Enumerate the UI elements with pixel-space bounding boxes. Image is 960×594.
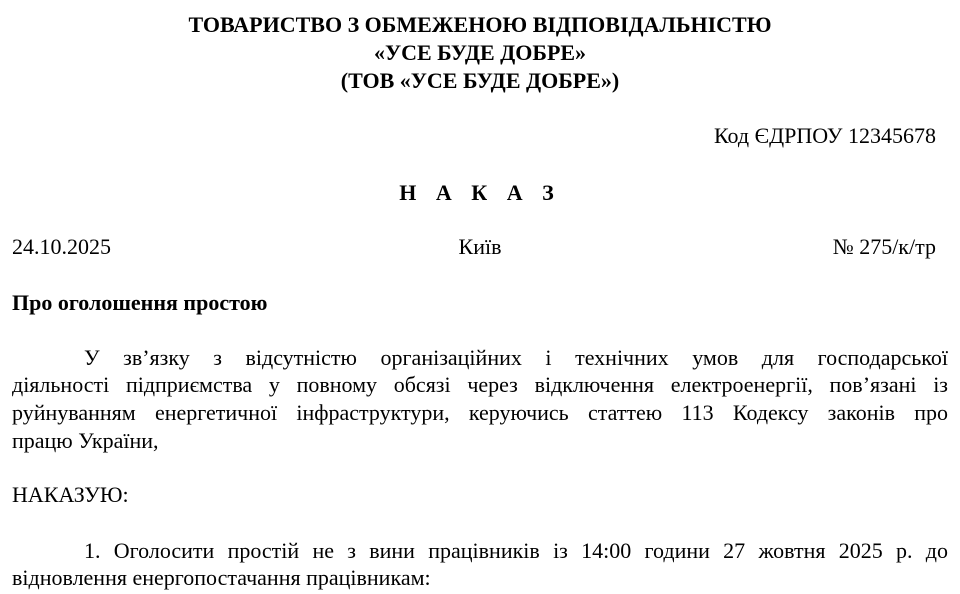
company-short-name: (ТОВ «УСЕ БУДЕ ДОБРЕ») (340, 68, 620, 93)
edrpou-code: Код ЄДРПОУ 12345678 (713, 123, 936, 148)
preamble-line: руйнуванням енергетичної інфраструктури, керуючись статтею 113 Кодексу законів про (12, 400, 948, 425)
order-word: НАКАЗУЮ: (12, 482, 129, 507)
order-item-1-line: 1. Оголосити простій не з вини працівників із 14:00 години 27 жовтня 2025 р. до (84, 538, 948, 563)
preamble-line: працю України, (12, 428, 159, 453)
order-item-1-line: відновлення енергопостачання працівникам: (12, 565, 431, 590)
document-title: Н А К А З (399, 180, 561, 205)
document-number: № 275/к/тр (832, 234, 936, 259)
document-subject: Про оголошення простою (12, 290, 268, 315)
company-name-line1: ТОВАРИСТВО З ОБМЕЖЕНОЮ ВІДПОВІДАЛЬНІСТЮ (188, 12, 772, 37)
document-date: 24.10.2025 (12, 234, 111, 259)
company-name-line2: «УСЕ БУДЕ ДОБРЕ» (373, 40, 587, 65)
document-city: Київ (458, 234, 502, 259)
preamble-line: діяльності підприємства у повному обсязі через відключення електроенергії, пов’язані із (12, 372, 948, 397)
preamble-line: У зв’язку з відсутністю організаційних і технічних умов для господарської (84, 345, 948, 370)
